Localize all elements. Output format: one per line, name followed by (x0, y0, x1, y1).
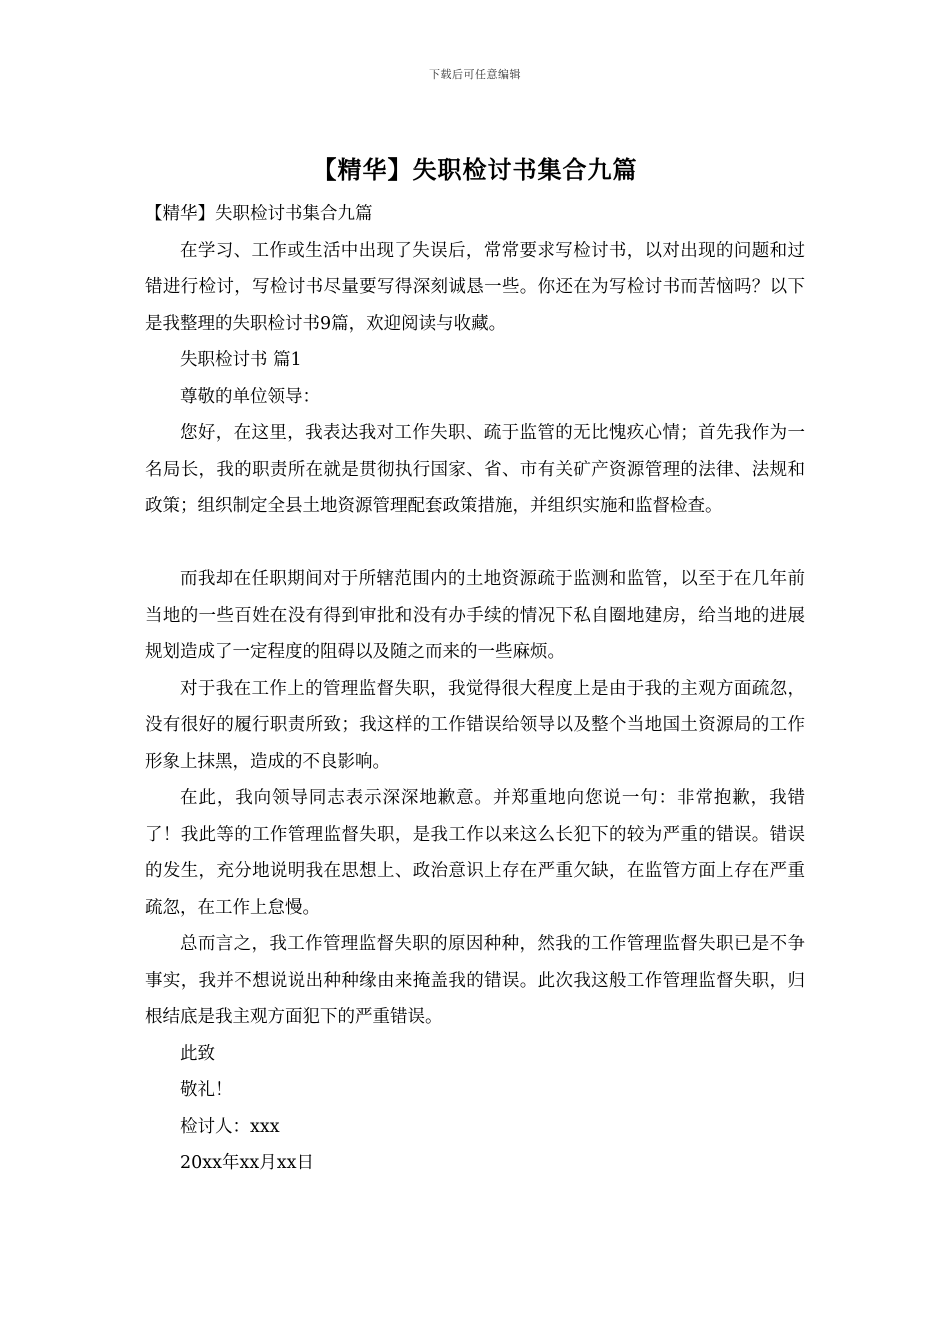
section-heading: 失职检讨书 篇1 (180, 350, 302, 370)
document-body (145, 196, 805, 1182)
body-paragraph: 而我却在任职期间对于所辖范围内的土地资源疏于监测和监管，以至于在几年前当地的一些百姓在没有得到审批和没有办手续的情况下私自圈地建房，给当地的进展规划造成了一定程度的阻碍以及随之而来的一些麻烦。 (145, 569, 805, 662)
closing-line-1: 此致 (180, 1043, 215, 1064)
body-paragraph: 对于我在工作上的管理监督失职，我觉得很大程度上是由于我的主观方面疏忽，没有很好的履行职责所致；我这样的工作错误给领导以及整个当地国土资源局的工作形象上抹黑，造成的不良影响。 (145, 678, 805, 772)
body-paragraph: 您好，在这里，我表达我对工作失职、疏于监管的无比愧疚心情；首先我作为一名局长，我的职责所在就是贯彻执行国家、省、市有关矿产资源管理的法律、法规和政策；组织制定全县土地资源管理配套政策措施，并组织实施和监督检查。 (145, 423, 805, 516)
closing-line-2: 敬礼！ (180, 1080, 233, 1100)
signature: 检讨人：xxx (180, 1116, 280, 1137)
body-paragraph: 在此，我向领导同志表示深深地歉意。并郑重地向您说一句：非常抱歉，我错了！我此等的工作管理监督失职，是我工作以来这么长犯下的较为严重的错误。错误的发生，充分地说明我在思想上、政治意识上存在严重欠缺，在监管方面上存在严重疏忽，在工作上怠慢。 (145, 788, 805, 918)
document-title: 【精华】失职检讨书集合九篇 (312, 155, 638, 184)
salutation: 尊敬的单位领导： (180, 386, 320, 407)
blank-line (145, 525, 805, 562)
body-paragraph: 总而言之，我工作管理监督失职的原因种种，然我的工作管理监督失职已是不争事实，我并不想说说出种种缘由来掩盖我的错误。此次我这般工作管理监督失职，归根结底是我主观方面犯下的严重错误。 (145, 934, 805, 1027)
page-header-note: 下载后可任意编辑 (429, 68, 521, 81)
intro-paragraph: 在学习、工作或生活中出现了失误后，常常要求写检讨书，以对出现的问题和过错进行检讨，写检讨书尽量要写得深刻诚恳一些。你还在为写检讨书而苦恼吗？以下是我整理的失职检讨书9篇，欢迎阅读与收藏。 (145, 240, 805, 334)
date: 20xx年xx月xx日 (180, 1153, 314, 1173)
document-subtitle: 【精华】失职检讨书集合九篇 (145, 204, 373, 224)
